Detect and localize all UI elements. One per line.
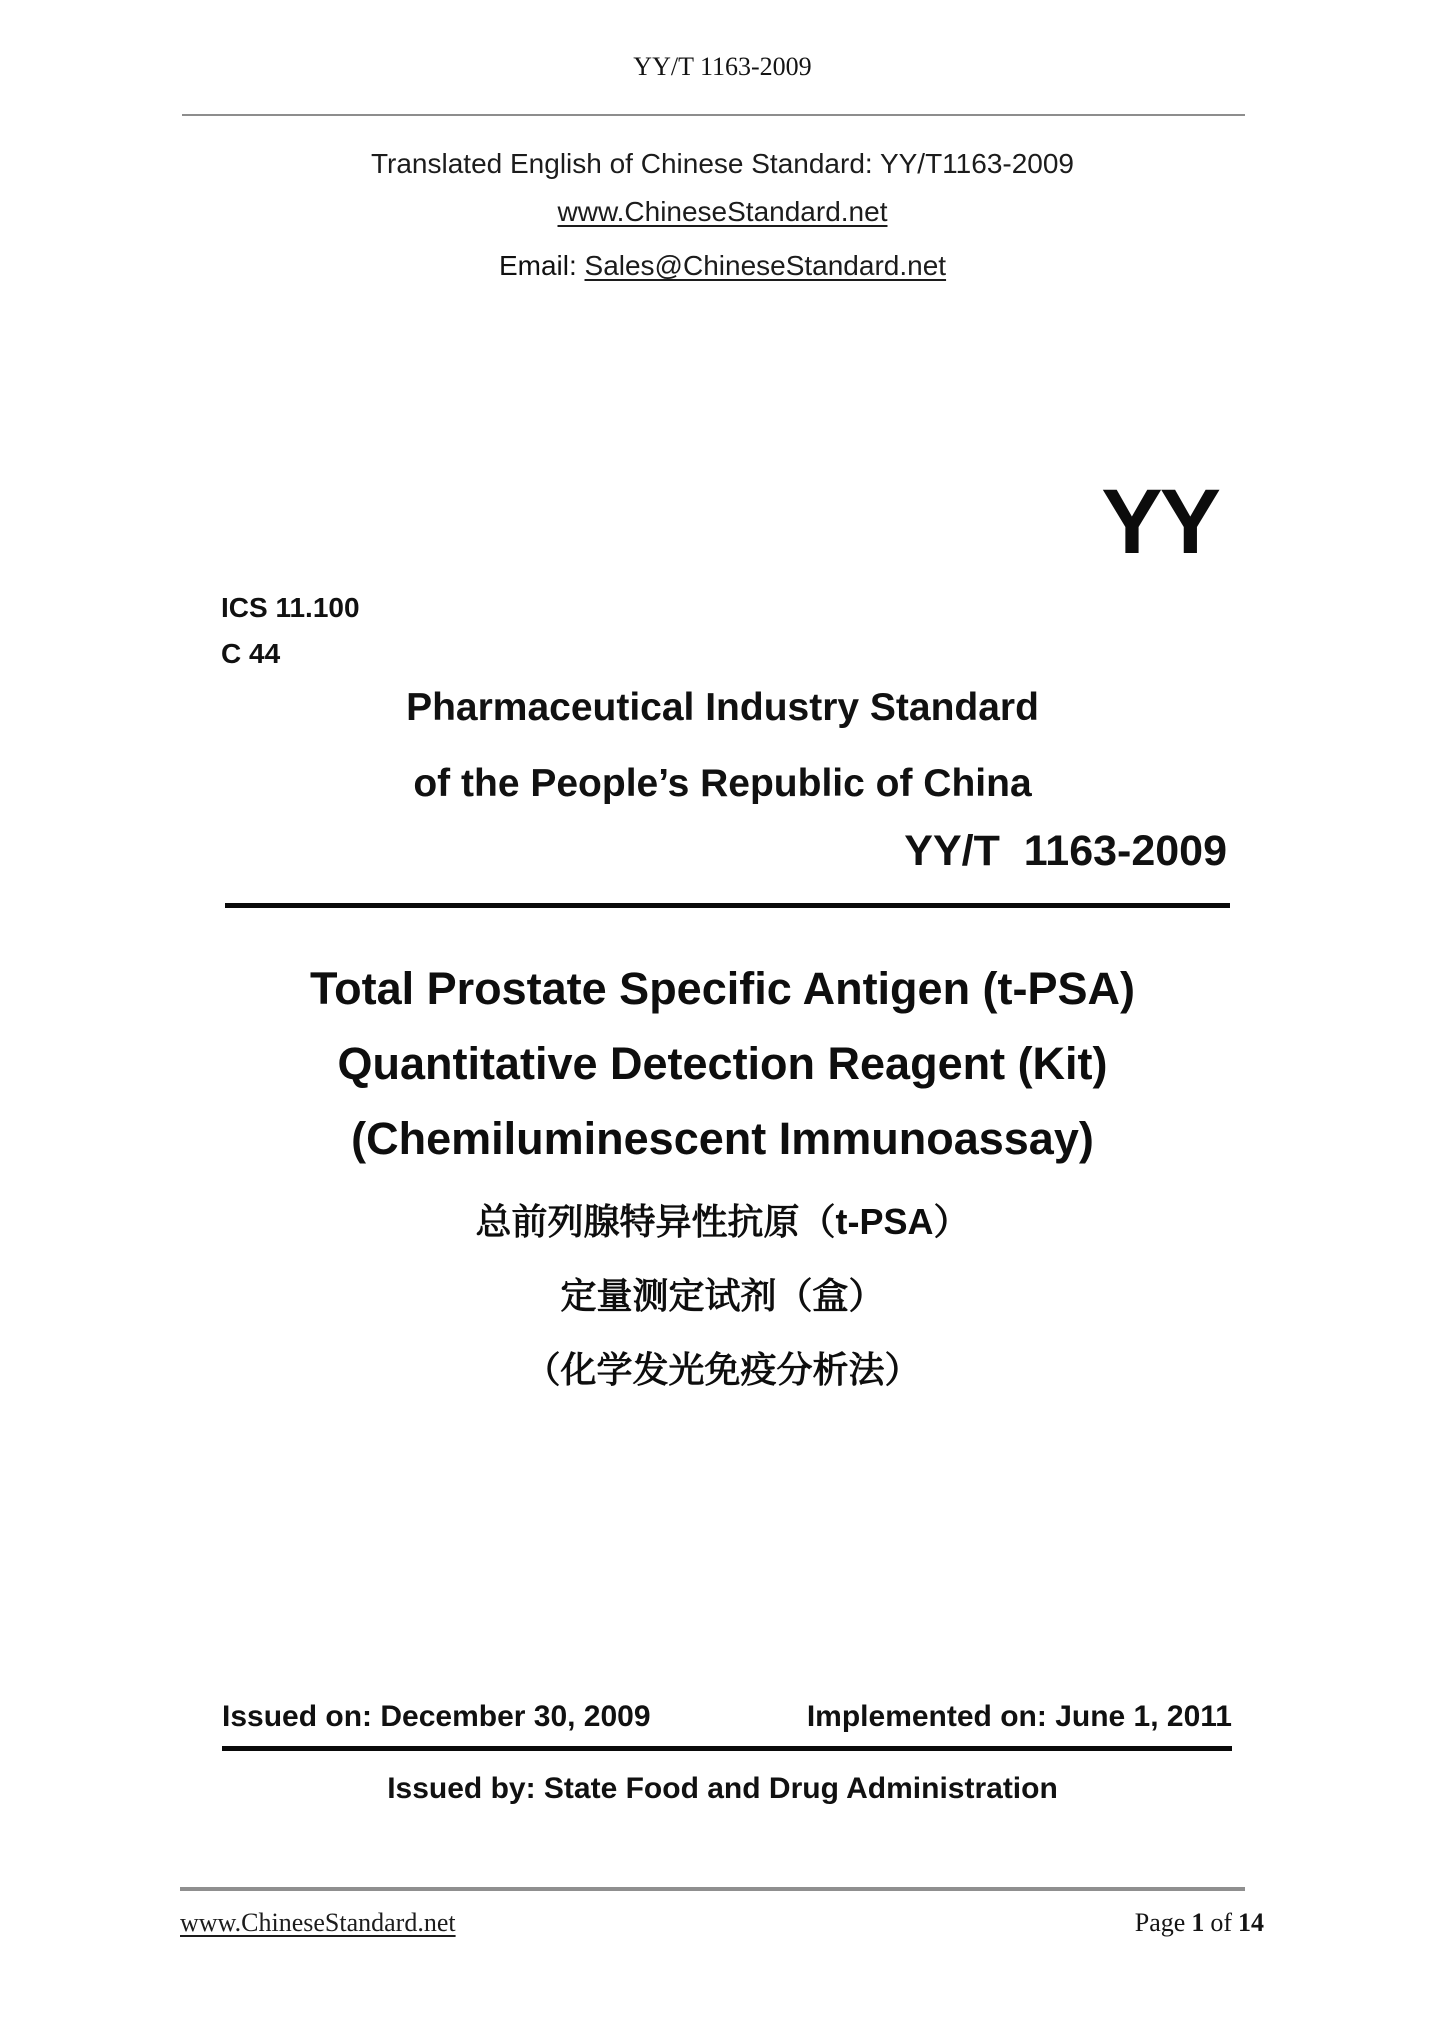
- document-title-zh-line3: （化学发光免疫分析法）: [524, 1349, 921, 1390]
- document-title-zh-line1: 总前列腺特异性抗原（t-PSA）: [475, 1201, 970, 1242]
- standard-number-main: YY/T 1163-2009: [904, 827, 1227, 875]
- page-indicator-current: 1: [1191, 1908, 1205, 1937]
- footer: [180, 1908, 1267, 1938]
- issued-on-date: Issued on: December 30, 2009: [222, 1700, 651, 1733]
- footer-website-link[interactable]: www.ChineseStandard.net: [180, 1908, 456, 1937]
- standard-number-divider: [225, 903, 1230, 908]
- email-link[interactable]: Sales@ChineseStandard.net: [584, 250, 947, 281]
- translation-notice-line: Translated English of Chinese Standard: YY/T1163-2009: [370, 148, 1075, 179]
- page-indicator-total: 14: [1238, 1908, 1264, 1937]
- issuance-divider: [222, 1746, 1232, 1751]
- standard-body-line2: of the People’s Republic of China: [413, 762, 1032, 805]
- implemented-on-date: Implemented on: June 1, 2011: [806, 1700, 1232, 1733]
- document-title-zh-line2: 定量测定试剂（盒）: [560, 1275, 885, 1316]
- issuance-row: [222, 1700, 1232, 1734]
- ics-code: ICS 11.100: [221, 592, 360, 623]
- document-title-en-line2: Quantitative Detection Reagent (Kit): [337, 1038, 1108, 1089]
- yy-standard-logo: YY: [1101, 471, 1218, 573]
- page-indicator: [1132, 1908, 1267, 1938]
- footer-divider: [180, 1887, 1245, 1891]
- email-line: [0, 250, 1445, 282]
- issued-by: Issued by: State Food and Drug Administration: [387, 1772, 1058, 1805]
- email-label: Email:: [498, 250, 585, 281]
- header-divider: [182, 114, 1245, 116]
- page-indicator-prefix: Page: [1134, 1908, 1186, 1937]
- page-header-standard-number: YY/T 1163-2009: [633, 52, 812, 81]
- category-code: C 44: [221, 638, 281, 669]
- website-link[interactable]: www.ChineseStandard.net: [557, 196, 888, 227]
- document-title-en-line3: (Chemiluminescent Immunoassay): [351, 1113, 1094, 1164]
- document-title-en-line1: Total Prostate Specific Antigen (t-PSA): [309, 963, 1136, 1014]
- standard-body-line1: Pharmaceutical Industry Standard: [406, 686, 1039, 729]
- page-indicator-of: of: [1210, 1908, 1232, 1937]
- website-link-wrapper: [0, 196, 1445, 228]
